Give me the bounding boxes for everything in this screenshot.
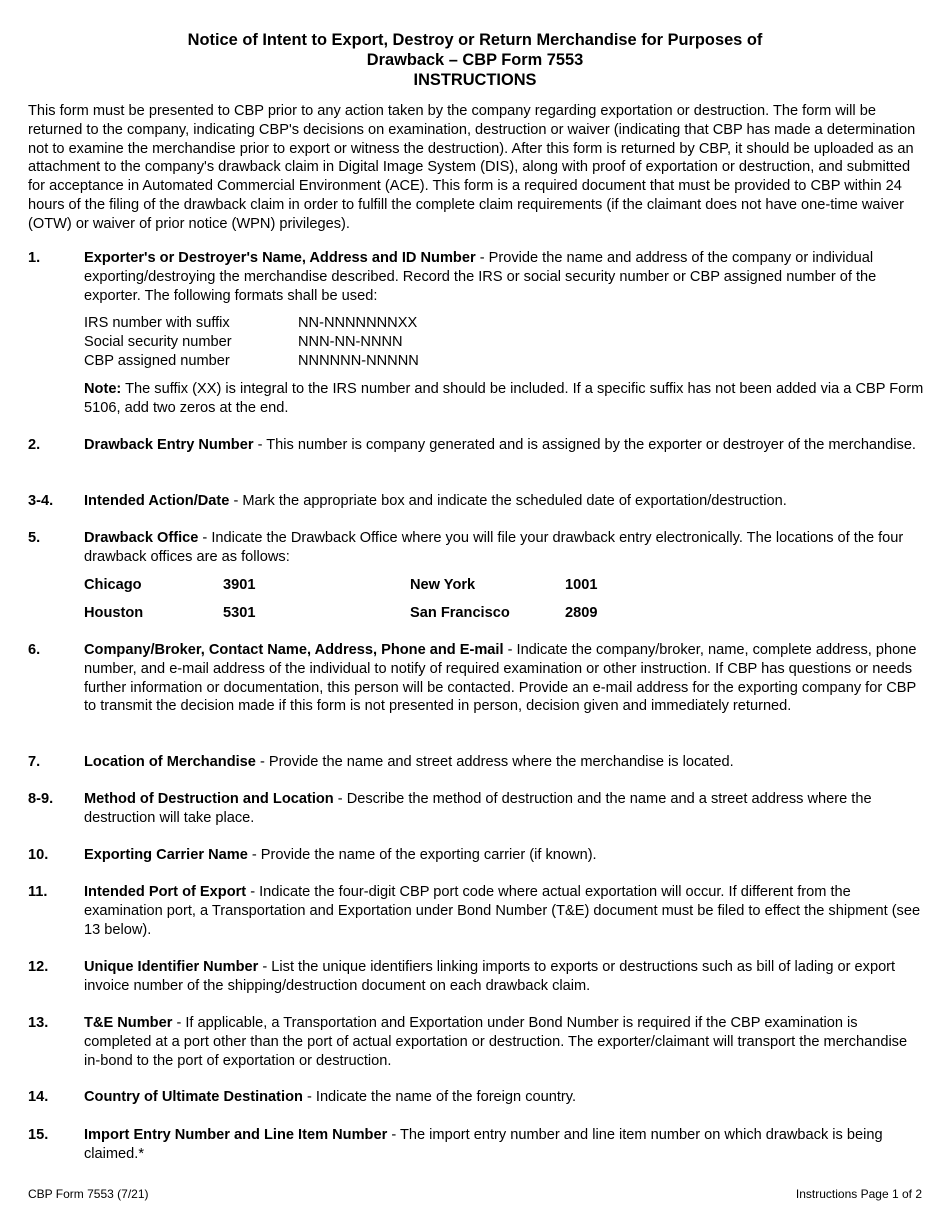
- instruction-item-7: [28, 753, 926, 772]
- instruction-item-3-4: [28, 492, 926, 511]
- item-text: - Provide the name and address of the company or individual exporting/destroying the merchandise described. Record the IRS or social security number or CBP assigned number of the exporter. The following formats shall be used:: [84, 250, 877, 304]
- instruction-item-5: [28, 529, 926, 632]
- item-number: 14.: [28, 1089, 49, 1105]
- office-row: [84, 604, 597, 632]
- instruction-item-14: [28, 1088, 926, 1107]
- item-text: - Indicate the four-digit CBP port code where actual exportation will occur. If different from the examination port, a Transportation and Exportation under Bond Number (T&E) document must be filed to effect the shipment (see 13 below).: [84, 884, 921, 938]
- instruction-item-11: [28, 883, 926, 939]
- format-label: IRS number with suffix: [84, 315, 230, 332]
- item-note: [84, 380, 926, 418]
- title-line-3: INSTRUCTIONS: [413, 71, 537, 89]
- instruction-item-1: [28, 249, 926, 417]
- format-row: [84, 352, 419, 371]
- item-number: 6.: [28, 642, 41, 658]
- note-label: Note:: [84, 380, 122, 397]
- item-heading: Drawback Entry Number: [84, 437, 254, 453]
- item-heading: Intended Action/Date: [84, 493, 230, 509]
- form-id-footer: CBP Form 7553 (7/21): [28, 1187, 149, 1201]
- office-code: 3901: [223, 576, 256, 593]
- item-heading: Company/Broker, Contact Name, Address, Phone and E-mail: [84, 642, 504, 658]
- item-text: - The import entry number and line item number on which drawback is being claimed.*: [84, 1127, 883, 1162]
- office-code: 1001: [565, 576, 598, 593]
- item-number: 13.: [28, 1015, 49, 1031]
- format-label: CBP assigned number: [84, 352, 230, 369]
- drawback-offices-table: [84, 576, 597, 632]
- instruction-item-12: [28, 958, 926, 996]
- item-heading: Country of Ultimate Destination: [84, 1089, 303, 1105]
- item-text: - List the unique identifiers linking imports to exports or destructions such as bill of lading or export invoice number of the shipping/destruction document on each drawback claim.: [84, 959, 896, 994]
- item-number: 2.: [28, 437, 41, 453]
- office-city: San Francisco: [410, 604, 510, 621]
- item-text: - Indicate the name of the foreign country.: [302, 1089, 577, 1105]
- item-text: - Describe the method of destruction and the name and a street address where the destruction will take place.: [84, 791, 872, 826]
- item-heading: Exporting Carrier Name: [84, 847, 248, 863]
- item-number: 3-4.: [28, 493, 54, 509]
- office-city: New York: [410, 576, 476, 593]
- office-code: 5301: [223, 604, 256, 621]
- format-row: [84, 333, 419, 352]
- item-text: - Provide the name and street address where the merchandise is located.: [255, 754, 734, 770]
- format-value: NN-NNNNNNNXX: [298, 315, 418, 332]
- item-number: 1.: [28, 250, 41, 266]
- instruction-item-10: [28, 846, 926, 865]
- instruction-item-13: [28, 1014, 926, 1070]
- format-row: [84, 314, 419, 333]
- intro-paragraph: This form must be presented to CBP prior to any action taken by the company regarding exportation or destruction. The form will be returned to the company, indicating CBP's decisions on examination, destruction or waiver (indicating that CBP has made a determination not to examine the merchandise prior to export or witness the destruction). After this form is returned by CBP, it should be uploaded as an attachment to the company's drawback claim in Digital Image System (DIS), along with proof of exportation or destruction, and submitted for acceptance in Automated Commercial Environment (ACE). This form is a required document that must be provided to CBP within 24 hours of the filing of the drawback claim in order to fulfill the complete claim requirements (if the claimant does not have one-time waiver (OTW) or waiver of prior notice (WPN) privileges).: [28, 103, 916, 232]
- item-text: - This number is company generated and is assigned by the exporter or destroyer of the merchandise.: [253, 437, 916, 453]
- title-line-2: Drawback – CBP Form 7553: [366, 51, 584, 69]
- item-number: 5.: [28, 530, 41, 546]
- item-number: 11.: [28, 884, 48, 900]
- item-text: - If applicable, a Transportation and Exportation under Bond Number is required if the CBP examination is completed at a port other than the port of actual exportation or destruction. The exporter/claimant will transport the merchandise in-bond to the port of exportation or destruction.: [84, 1015, 908, 1069]
- id-format-table: [84, 314, 419, 370]
- item-heading: Exporter's or Destroyer's Name, Address and ID Number: [84, 250, 476, 266]
- instruction-item-6: [28, 641, 926, 716]
- item-heading: Unique Identifier Number: [84, 959, 259, 975]
- item-number: 15.: [28, 1127, 49, 1143]
- format-value: NNN-NN-NNNN: [298, 334, 403, 351]
- office-code: 2809: [565, 604, 598, 621]
- format-value: NNNNNN-NNNNN: [298, 352, 419, 369]
- page-title: [0, 30, 950, 90]
- office-row: [84, 576, 597, 604]
- item-heading: Method of Destruction and Location: [84, 791, 334, 807]
- item-heading: Location of Merchandise: [84, 754, 256, 770]
- item-heading: Drawback Office: [84, 530, 199, 546]
- item-number: 7.: [28, 754, 41, 770]
- office-city: Houston: [84, 604, 144, 621]
- item-text: - Indicate the Drawback Office where you will file your drawback entry electronically. The locations of the four drawback offices are as follows:: [84, 530, 904, 565]
- item-text: - Mark the appropriate box and indicate the scheduled date of exportation/destruction.: [229, 493, 787, 509]
- item-number: 10.: [28, 847, 49, 863]
- item-number: 12.: [28, 959, 49, 975]
- office-city: Chicago: [84, 576, 142, 593]
- item-number: 8-9.: [28, 791, 54, 807]
- item-text: - Indicate the company/broker, name, complete address, phone number, and e-mail address of the individual to notify of required examination or other instruction. If CBP has questions or needs further information or documentation, this person will be contacted. Provide an e-mail address for the exporting company for CBP to transmit the decision made if this form is not presented in person, decision given and immediately returned.: [84, 642, 917, 715]
- instruction-item-8-9: [28, 790, 926, 828]
- format-label: Social security number: [84, 334, 232, 351]
- instruction-item-15: [28, 1126, 926, 1164]
- title-line-1: Notice of Intent to Export, Destroy or Return Merchandise for Purposes of: [187, 31, 763, 49]
- item-heading: Import Entry Number and Line Item Number: [84, 1127, 388, 1143]
- page-number-footer: Instructions Page 1 of 2: [795, 1187, 922, 1201]
- instruction-item-2: [28, 436, 926, 455]
- item-text: - Provide the name of the exporting carrier (if known).: [247, 847, 597, 863]
- item-heading: T&E Number: [84, 1015, 173, 1031]
- note-text: The suffix (XX) is integral to the IRS number and should be included. If a specific suffix has not been added via a CBP Form 5106, add two zeros at the end.: [84, 380, 924, 416]
- item-heading: Intended Port of Export: [84, 884, 247, 900]
